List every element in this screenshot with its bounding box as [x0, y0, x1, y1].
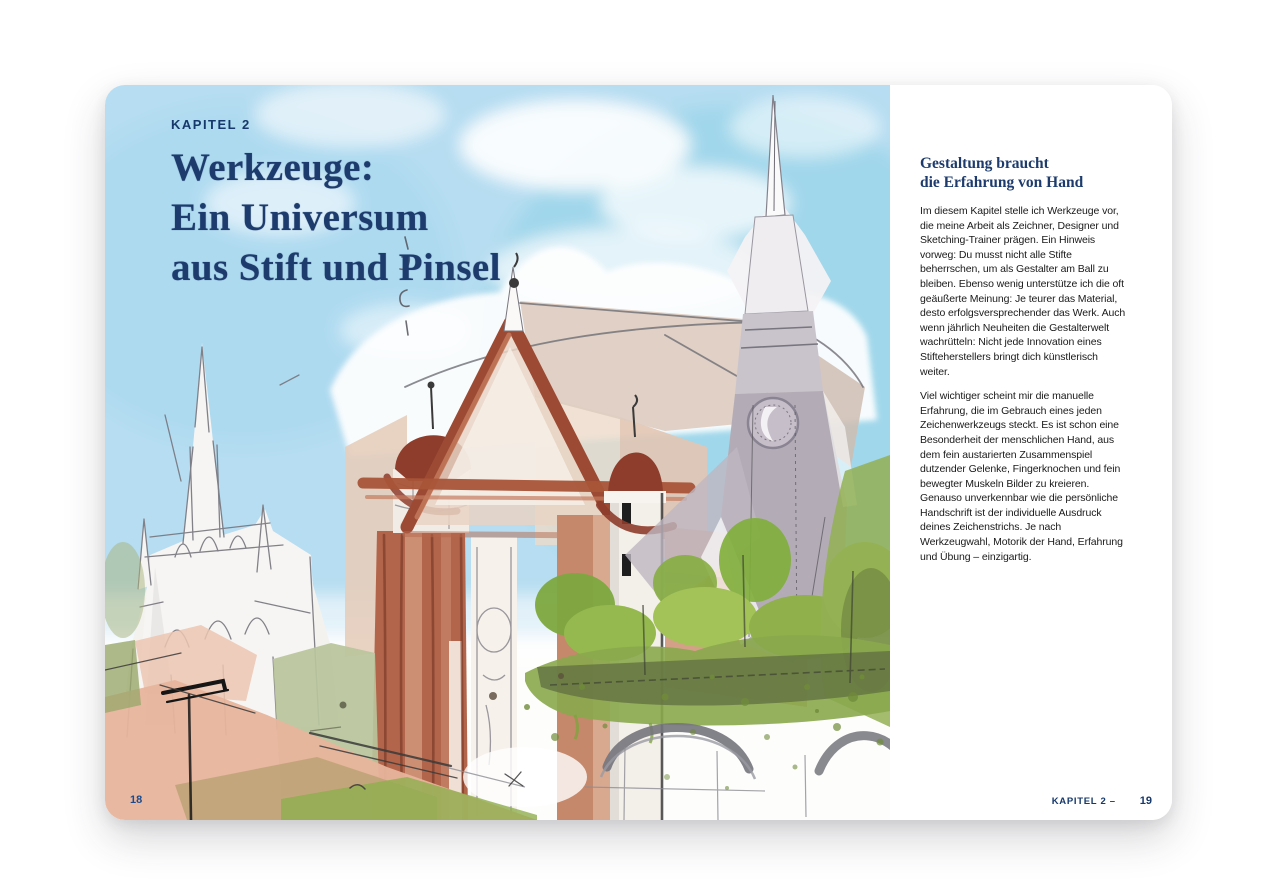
body-paragraph-1: Im diesem Kapitel stelle ich Werkzeuge vor, die meine Arbeit als Zeichner, Designer und Sketching-Trainer prägen. Ein Hinweis vorweg: Du musst nicht alle Stifte beherrschen, um als Gestalter am Ball zu bleiben. Ebenso wenig unterstütze ich die oft geäußerte Meinung: Je teurer das Material, desto erfolgsversprechender das Werk. Auch wenn jährlich Neuheiten die Gestalterwelt wachrütteln: Nicht jede Innovation eines Stifteherstellers bringt dich künstlerisch weiter.	[920, 205, 1126, 378]
right-page	[890, 85, 1172, 820]
right-page-footer	[1052, 796, 1152, 807]
chapter-title	[171, 143, 501, 293]
section-heading-line: die Erfahrung von Hand	[920, 174, 1084, 191]
book-spread	[105, 85, 1172, 820]
left-page	[105, 85, 890, 820]
chapter-title-line: aus Stift und Pinsel	[171, 246, 501, 289]
chapter-kicker: KAPITEL 2	[171, 117, 251, 132]
page-number-left: 18	[130, 794, 143, 806]
chapter-title-line: Werkzeuge:	[171, 146, 375, 189]
text-column	[920, 154, 1130, 574]
page-number-right: 19	[1139, 795, 1152, 807]
chapter-title-line: Ein Universum	[171, 196, 429, 239]
section-heading-line: Gestaltung braucht	[920, 155, 1049, 172]
section-heading	[920, 154, 1130, 192]
body-paragraph-2: Viel wichtiger scheint mir die manuelle Erfahrung, die im Gebrauch eines jeden Zeichenwerkzeugs steckt. Es ist schon eine Besonderheit der menschlichen Hand, aus dem fein austarierten Zusammenspiel dutzender Gelenke, Fingerknochen und fein bewegter Muskeln Bilder zu kreieren. Genauso unverkennbar wie die persönliche Handschrift ist der individuelle Ausdruck deines Zeichenstrichs. Je nach Werkzeugwahl, Motorik der Hand, Erfahrung und Übung – einzigartig.	[920, 390, 1123, 563]
chapter-title-block	[171, 117, 501, 293]
chapter-footer-label: KAPITEL 2 –	[1051, 796, 1116, 807]
